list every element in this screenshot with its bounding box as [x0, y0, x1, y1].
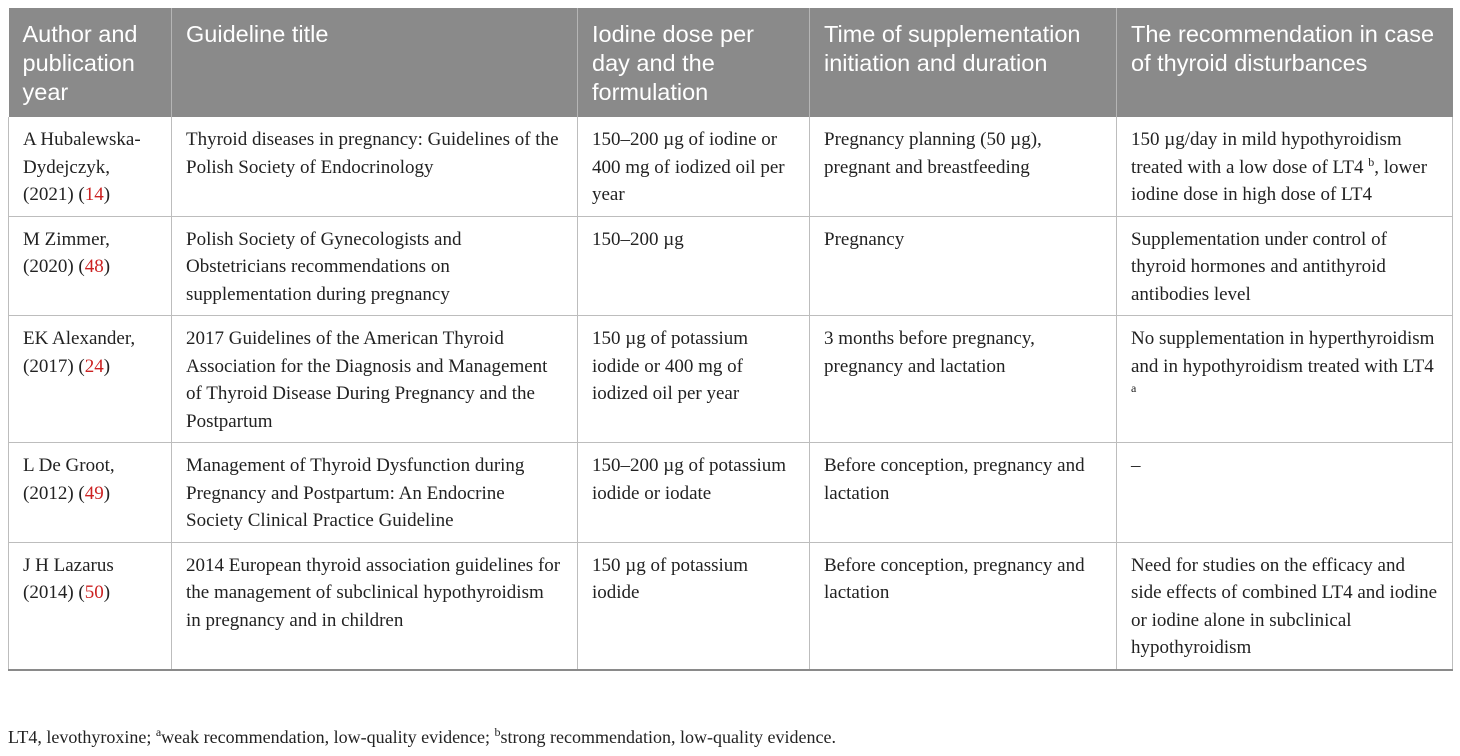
footnote-marker-a: a: [155, 725, 162, 739]
author-cell: J H Lazarus (2014) (50): [9, 542, 172, 670]
time-cell: Pregnancy: [810, 216, 1117, 316]
title-cell: 2014 European thyroid association guidelines for the management of subclinical hypothyroidism in pregnancy and in children: [172, 542, 578, 670]
recommendation-tail: , lower iodine dose in high dose of LT4: [1131, 156, 1428, 205]
recommendation-text: No supplementation in hyperthyroidism and in hypothyroidism treated with LT4: [1131, 328, 1435, 377]
recommendation-cell: [1117, 117, 1453, 216]
footnote-text-b: strong recommendation, low-quality evidence.: [500, 727, 836, 747]
table-row: [9, 316, 1453, 443]
guidelines-table: [8, 8, 1453, 671]
author-cell: L De Groot, (2012) (49): [9, 443, 172, 543]
author-text: A Hubalewska-Dydejczyk, (2021): [23, 129, 141, 205]
header-author: Author and publication year: [9, 8, 172, 117]
author-text: J H Lazarus (2014): [23, 554, 114, 603]
reference-link[interactable]: 14: [84, 184, 104, 205]
author-text: L De Groot, (2012): [23, 455, 115, 504]
recommendation-text: –: [1131, 455, 1141, 476]
footnote-text-a: weak recommendation, low-quality evidence;: [161, 727, 495, 747]
table-row: [9, 443, 1453, 543]
recommendation-cell: [1117, 216, 1453, 316]
recommendation-text: 150 µg/day in mild hypothyroidism treated with a low dose of LT4: [1131, 129, 1402, 178]
dose-cell: 150–200 µg of iodine or 400 mg of iodized oil per year: [578, 117, 810, 216]
author-text: M Zimmer, (2020): [23, 228, 110, 277]
time-cell: 3 months before pregnancy, pregnancy and lactation: [810, 316, 1117, 443]
recommendation-text: Need for studies on the efficacy and side effects of combined LT4 and iodine or iodine alone in subclinical hypothyroidism: [1131, 554, 1438, 658]
author-cell: EK Alexander, (2017) (24): [9, 316, 172, 443]
header-recommendation: The recommendation in case of thyroid disturbances: [1117, 8, 1453, 117]
header-title: Guideline title: [172, 8, 578, 117]
header-time: Time of supplementation initiation and duration: [810, 8, 1117, 117]
reference-link[interactable]: 24: [84, 355, 104, 377]
time-cell: Pregnancy planning (50 µg), pregnant and breastfeeding: [810, 117, 1117, 216]
recommendation-cell: [1117, 542, 1453, 670]
reference-link[interactable]: 49: [84, 482, 104, 504]
dose-cell: 150 µg of potassium iodide: [578, 542, 810, 670]
table-row: [9, 117, 1453, 216]
reference-link[interactable]: 50: [84, 582, 104, 603]
reference-link[interactable]: 48: [84, 256, 104, 277]
table-row: [9, 216, 1453, 316]
footnote-marker-b: b: [494, 725, 501, 739]
dose-cell: 150–200 µg: [578, 216, 810, 316]
title-cell: Thyroid diseases in pregnancy: Guidelines of the Polish Society of Endocrinology: [172, 117, 578, 216]
table-footnote: [8, 724, 836, 750]
author-text: EK Alexander, (2017): [23, 328, 136, 377]
title-cell: 2017 Guidelines of the American Thyroid Association for the Diagnosis and Management of Thyroid Disease During Pregnancy and the Postpartum: [172, 316, 578, 443]
author-cell: M Zimmer, (2020) (48): [9, 216, 172, 316]
table-row: [9, 542, 1453, 670]
recommendation-cell: [1117, 316, 1453, 443]
header-dose: Iodine dose per day and the formulation: [578, 8, 810, 117]
header-row: [9, 8, 1453, 117]
time-cell: Before conception, pregnancy and lactation: [810, 542, 1117, 670]
recommendation-text: Supplementation under control of thyroid hormones and antithyroid antibodies level: [1131, 228, 1387, 305]
author-cell: A Hubalewska-Dydejczyk, (2021) (14): [9, 117, 172, 216]
footnote-marker: b: [1368, 154, 1375, 169]
footnote-lead: LT4, levothyroxine;: [8, 727, 156, 747]
title-cell: Management of Thyroid Dysfunction during Pregnancy and Postpartum: An Endocrine Society Clinical Practice Guideline: [172, 443, 578, 543]
time-cell: Before conception, pregnancy and lactation: [810, 443, 1117, 543]
recommendation-cell: [1117, 443, 1453, 543]
dose-cell: 150 µg of potassium iodide or 400 mg of iodized oil per year: [578, 316, 810, 443]
dose-cell: 150–200 µg of potassium iodide or iodate: [578, 443, 810, 543]
title-cell: Polish Society of Gynecologists and Obstetricians recommendations on supplementation during pregnancy: [172, 216, 578, 316]
footnote-marker: a: [1131, 381, 1137, 395]
